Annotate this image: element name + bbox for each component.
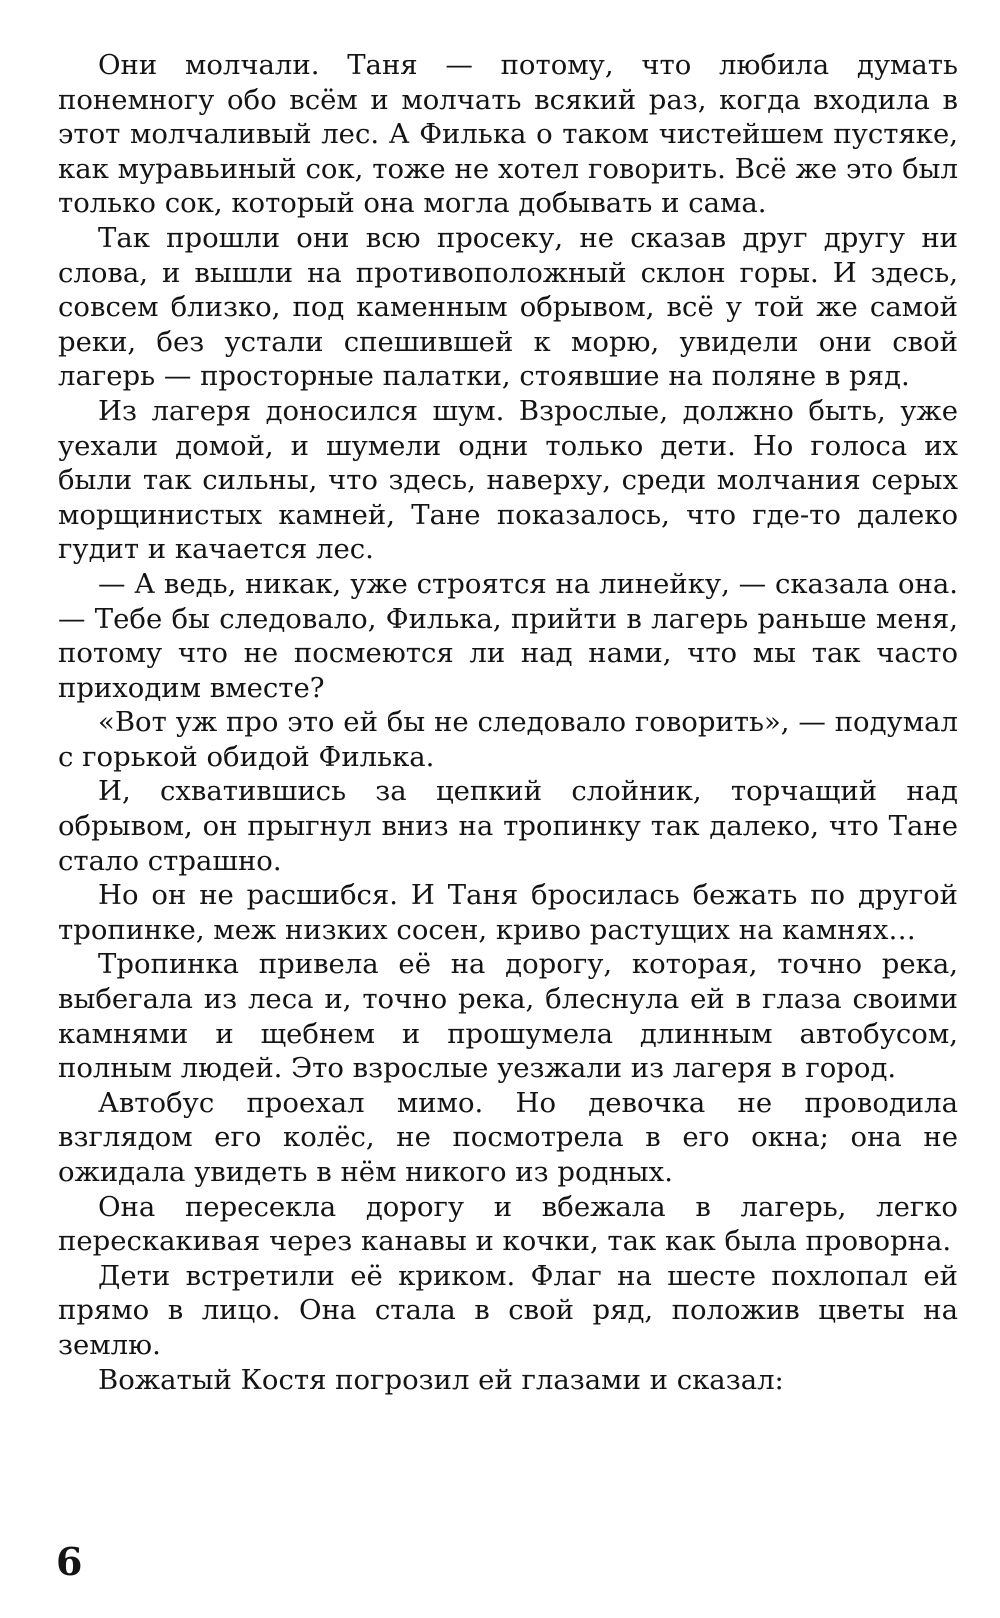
paragraph-10: Она пересекла дорогу и вбежала в лагерь, легко перескакивая через канавы и кочки, так как была проворна. [58,1190,958,1258]
paragraph-9: Автобус проехал мимо. Но девочка не проводила взглядом его колёс, не посмотрела в его окна; она не ожидала увидеть в нём никого из родных. [58,1086,958,1188]
paragraph-8: Тропинка привела её на дорогу, которая, точно река, выбегала из леса и, точно река, блеснула ей в глаза своими камнями и щебнем и прошумела длинным автобусом, полным людей. Это взрослые уезжали из лагеря в город. [58,948,958,1085]
paragraph-4: — А ведь, никак, уже строятся на линейку, — сказала она. — Тебе бы следовало, Филька, прийти в лагерь раньше меня, потому что не посмеются ли над нами, что мы так часто приходим вместе? [58,567,958,704]
page-body [58,48,958,1397]
page-number: 6 [56,1539,83,1584]
paragraph-6: И, схватившись за цепкий слойник, торчащий над обрывом, он прыгнул вниз на тропинку так далеко, что Тане стало страшно. [58,775,958,877]
paragraph-2: Так прошли они всю просеку, не сказав друг другу ни слова, и вышли на противоположный склон горы. И здесь, совсем близко, под каменным обрывом, всё у той же самой реки, без устали спешившей к морю, увидели они свой лагерь — просторные палатки, стоявшие на поляне в ряд. [58,221,958,393]
paragraph-11: Дети встретили её криком. Флаг на шесте похлопал ей прямо в лицо. Она стала в свой ряд, положив цветы на землю. [58,1259,958,1361]
paragraph-5: «Вот уж про это ей бы не следовало говорить», — подумал с горькой обидой Филька. [58,706,958,773]
paragraph-12: Вожатый Костя погрозил ей глазами и сказал: [98,1363,784,1396]
paragraph-7: Но он не расшибся. И Таня бросилась бежать по другой тропинке, меж низких сосен, криво растущих на камнях… [58,879,958,946]
paragraph-3: Из лагеря доносился шум. Взрослые, должно быть, уже уехали домой, и шумели одни только дети. Но голоса их были так сильны, что здесь, наверху, среди молчания серых морщинистых камней, Тане показалось, что где-то далеко гудит и качается лес. [58,394,958,566]
paragraph-1: Они молчали. Таня — потому, что любила думать понемногу обо всём и молчать всякий раз, когда входила в этот молчаливый лес. А Филька о таком чистейшем пустяке, как муравьиный сок, тоже не хотел говорить. Всё же это был только сок, который она могла добывать и сама. [58,49,958,220]
